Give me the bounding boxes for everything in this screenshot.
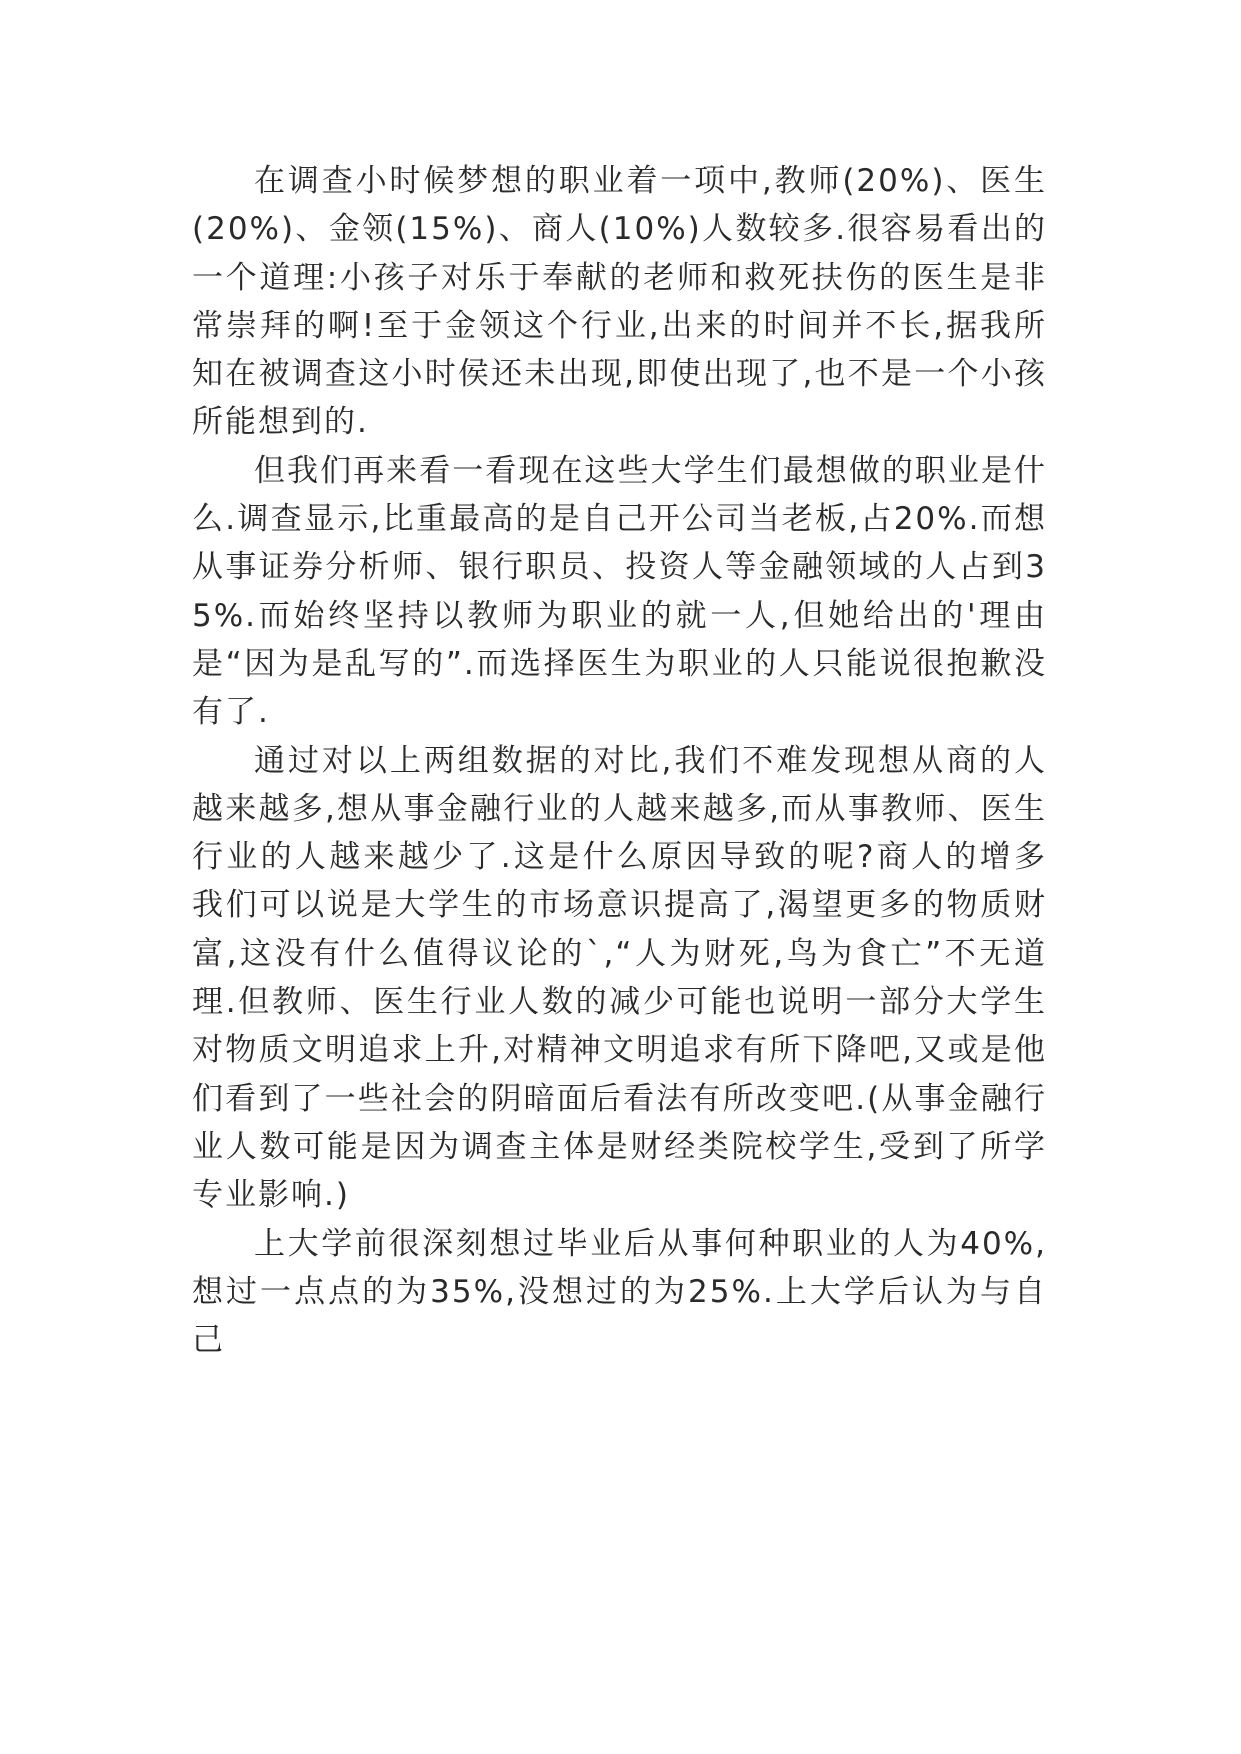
paragraph-childhood-careers: 在调查小时候梦想的职业着一项中,教师(20%)、医生(20%)、金领(15%)、商人(10%)人数较多.很容易看出的一个道理:小孩子对乐于奉献的老师和救死扶伤的医生是非常崇拜的啊!至于金领这个行业,出来的时间并不长,据我所知在被调查这小时侯还未出现,即使出现了,也不是一个小孩所能想到的. [192, 163, 1047, 441]
paragraph-comparison-analysis: 通过对以上两组数据的对比,我们不难发现想从商的人越来越多,想从事金融行业的人越来越多,而从事教师、医生行业的人越来越少了.这是什么原因导致的呢?商人的增多我们可以说是大学生的市场意识提高了,渴望更多的物质财富,这没有什么值得议论的`,“人为财死,鸟为食亡”不无道理.但教师、医生行业人数的减少可能也说明一部分大学生对物质文明追求上升,对精神文明追求有所下降吧,又或是他们看到了一些社会的阴暗面后看法有所改变吧.(从事金融行业人数可能是因为调查主体是财经类院校学生,受到了所学专业影响.) [192, 742, 1047, 1214]
document-body [192, 157, 1047, 1364]
paragraph-current-careers: 但我们再来看一看现在这些大学生们最想做的职业是什么.调查显示,比重最高的是自己开公司当老板,占20%.而想从事证券分析师、银行职员、投资人等金融领域的人占到35%.而始终坚持以教师为职业的就一人,但她给出的'理由是“因为是乱写的”.而选择医生为职业的人只能说很抱歉没有了. [192, 452, 1047, 731]
paragraph-career-planning: 上大学前很深刻想过毕业后从事何种职业的人为40%,想过一点点的为35%,没想过的为25%.上大学后认为与自己 [192, 1225, 1047, 1359]
